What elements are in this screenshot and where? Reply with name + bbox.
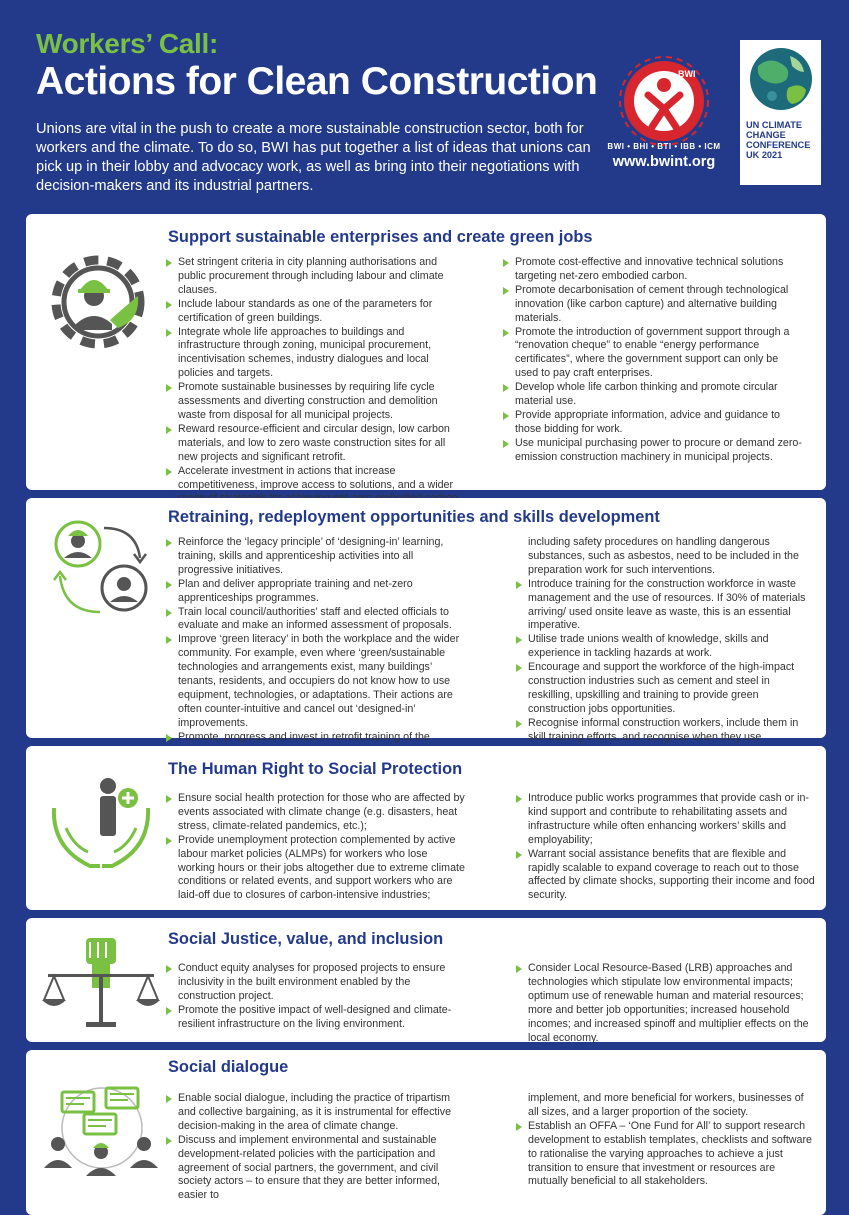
bullet-continuation: implement, and more beneficial for workers, businesses of all sizes, and a larger proportion of the society. <box>528 1092 804 1118</box>
header <box>0 0 849 205</box>
bullet-item: Develop whole life carbon thinking and promote circular material use. <box>503 381 803 409</box>
bullet-item: Consider Local Resource-Based (LRB) approaches and technologies which stipulate low environmental impacts; optimum use of renewable human and material resources; more and better job opportunities; increased household incomes; and increased spinoff and multiplier effects on the local economy. <box>516 962 816 1045</box>
page-title: Actions for Clean Construction <box>36 60 598 103</box>
section-card-green-jobs <box>26 214 826 490</box>
bullet-continuation: including safety procedures on handling dangerous substances, such as asbestos, need to be included in the preparation work for such interventions. <box>528 536 799 576</box>
right-bullets <box>516 962 816 1045</box>
right-bullets <box>516 536 816 759</box>
right-bullets <box>503 256 803 465</box>
page-kicker: Workers’ Call: <box>36 28 219 59</box>
bwi-logo-text: BWI <box>678 69 696 79</box>
section-title: Social dialogue <box>168 1058 289 1076</box>
bwi-languages: BWI • BHI • BTI • IBB • ICM <box>607 142 721 151</box>
bullet-item: Use municipal purchasing power to procure or demand zero-emission construction machinery in municipal projects. <box>503 437 803 465</box>
bullet-item: Introduce public works programmes that provide cash or in-kind support and contribute to rehabilitating assets and infrastructure while often enhancing workers’ skills and employability; <box>516 792 816 848</box>
bullet-item: Ensure social health protection for those who are affected by events associated with climate change (e.g. disasters, heat stress, climate-related pandemics, etc.); <box>166 792 466 834</box>
section-title: Retraining, redeployment opportunities and skills development <box>168 508 660 526</box>
left-bullets <box>166 1092 466 1203</box>
left-bullets <box>166 256 466 506</box>
bullet-item: Promote, progress and invest in retrofit training of the <box>166 731 466 759</box>
section-title: The Human Right to Social Protection <box>168 760 463 778</box>
bullet-item: Promote the positive impact of well-designed and climate-resilient infrastructure on the living environment. <box>166 1004 466 1032</box>
bullet-item: Utilise trade unions wealth of knowledge, skills and experience in tackling hazards at work. <box>516 633 816 661</box>
bwi-url-link[interactable]: www.bwint.org <box>612 154 716 170</box>
section-card-social-protection <box>26 746 826 910</box>
dialogue-group-icon <box>40 1078 162 1188</box>
bullet-item: Discuss and implement environmental and sustainable development-related policies with the participation and agreement of social partners, the government, and civil society actors – to ensure that they are better informed, easier to <box>166 1134 466 1204</box>
bullet-item: Plan and deliver appropriate training and net-zero apprenticeships programmes. <box>166 578 466 606</box>
bullet-item: Include labour standards as one of the parameters for certification of green buildings. <box>166 298 466 326</box>
section-card-retraining <box>26 498 826 743</box>
fist-scales-icon <box>40 928 162 1038</box>
bullet-item: Promote sustainable businesses by requiring life cycle assessments and diverting construction and demolition waste from disposal for all municipal projects. <box>166 381 466 423</box>
bullet-item: Accelerate investment in actions that increase competitiveness, improve access to solutions, and a wider <box>166 465 466 507</box>
section-card-social-dialogue <box>26 1050 826 1215</box>
bullet-item: Promote the introduction of government support through a “renovation cheque” to enable “energy performance certificates”, where the government support can only be used to pay craft enterprises. <box>503 326 803 382</box>
bullet-item: Encourage and support the workforce of the high-impact construction industries such as cement and steel in reskilling, upskilling and training to provide green construction jobs opportunities. <box>516 661 816 717</box>
bullet-item: Warrant social assistance benefits that are flexible and rapidly scalable to expand coverage to reach out to those affected by climate shocks, supporting their income and food security. <box>516 848 816 904</box>
intro-text: Unions are vital in the push to create a more sustainable construction sector, both for workers and the climate. To do so, BWI has put together a list of ideas that unions can pick up in their lobby and advocacy work, as well as bring into their negotiations with decision-makers and its industrial partners. <box>36 121 591 194</box>
bullet-item: Reinforce the ‘legacy principle’ of ‘designing-in’ learning, training, skills and apprenticeship activities into all progressive initiatives. <box>166 536 466 578</box>
globe-icon <box>748 46 814 112</box>
bullet-item: Recognise informal construction workers, include them in skill training efforts, and recognise when they use <box>516 717 816 759</box>
cop26-text: UN CLIMATE CHANGE CONFERENCE UK 2021 <box>746 120 811 160</box>
bullet-item: Promote decarbonisation of cement through technological innovation (like carbon capture) and alternative building materials. <box>503 284 803 326</box>
right-bullets <box>516 1092 816 1189</box>
cop26-badge <box>740 40 821 185</box>
bullet-item: Reward resource-efficient and circular design, low carbon materials, and low to zero waste construction sites for all new projects and significant retrofit. <box>166 423 466 465</box>
bullet-item: Establish an OFFA – ‘One Fund for All’ to support research development to establish templates, checklists and software to rationalise the varying approaches to achieve a just transition to ensure that investment or resources are mutually beneficial to all stakeholders. <box>516 1120 816 1190</box>
section-title: Support sustainable enterprises and create green jobs <box>168 228 593 246</box>
hands-protect-icon <box>40 768 162 878</box>
gear-worker-leaf-icon <box>40 244 162 354</box>
bullet-item: Set stringent criteria in city planning authorisations and public procurement through including labour and climate clauses. <box>166 256 466 298</box>
left-bullets <box>166 536 466 759</box>
bullet-item: Provide unemployment protection complemented by active labour market policies (ALMPs) for workers who lose working hours or their jobs altogether due to extreme climate conditions or related events, and support workers who are laid-off due to closures of carbon-intensive industries; <box>166 834 466 904</box>
left-bullets <box>166 962 466 1032</box>
section-title: Social Justice, value, and inclusion <box>168 930 444 948</box>
bullet-item: Provide appropriate information, advice and guidance to those bidding for work. <box>503 409 803 437</box>
section-card-social-justice <box>26 918 826 1042</box>
bullet-item: Train local council/authorities’ staff and elected officials to evaluate and make an informed assessment of proposals. <box>166 606 466 634</box>
worker-cycle-icon <box>40 514 162 624</box>
bullet-item: Enable social dialogue, including the practice of tripartism and collective bargaining, as it is instrumental for effective decision-making in the area of climate change. <box>166 1092 466 1134</box>
bullet-item: Improve ‘green literacy’ in both the workplace and the wider community. For example, even where ‘green/sustainable technologies and arrangements exist, many buildings’ tenants, residents, and occupiers do not know how to use equipment, technologies, or adaptations. Their actions are often counter-intuitive and cancel out ‘designed-in’ improvements. <box>166 633 466 730</box>
bullet-item: Conduct equity analyses for proposed projects to ensure inclusivity in the built environment enabled by the construction project. <box>166 962 466 1004</box>
bwi-logo-icon <box>618 55 710 147</box>
bullet-item: Introduce training for the construction workforce in waste management and the use of resources. If 30% of materials arriving/ used onsite leave as waste, this is an essential imperative. <box>516 578 816 634</box>
bullet-item: Promote cost-effective and innovative technical solutions targeting net-zero embodied carbon. <box>503 256 803 284</box>
right-bullets <box>516 792 816 903</box>
bullet-item: Integrate whole life approaches to buildings and infrastructure through zoning, municipal procurement, incentivisation schemes, industry dialogues and local policies and targets. <box>166 326 466 382</box>
left-bullets <box>166 792 466 903</box>
